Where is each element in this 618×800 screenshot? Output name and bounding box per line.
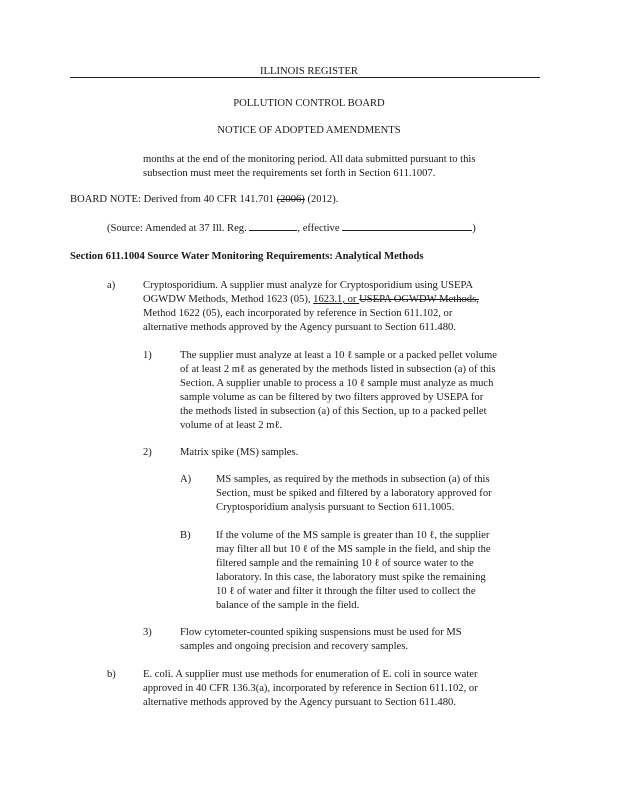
subsection-a-line-1: Cryptosporidium. A supplier must analyze for Cryptosporidium using USEPA [143, 280, 474, 291]
source-mid: , effective [297, 223, 343, 234]
a3-line-2: samples and ongoing precision and recovery samples. [180, 641, 408, 652]
a2A-line-2: Section, must be spiked and filtered by a laboratory approved for [216, 488, 492, 499]
a1-label: 1) [143, 350, 152, 361]
a2A-label: A) [180, 474, 192, 485]
subsection-b-line-1: E. coli. A supplier must use methods for enumeration of E. coli in source water [143, 669, 478, 680]
notice-title: NOTICE OF ADOPTED AMENDMENTS [217, 125, 401, 136]
a-inserted-or: , or [342, 294, 360, 305]
source-suffix: ) [472, 223, 476, 234]
a1-line-2: of at least 2 mℓ as generated by the methods listed in subsection (a) of this [180, 364, 496, 375]
register-title: ILLINOIS REGISTER [260, 66, 358, 77]
a2B-line-2: may filter all but 10 ℓ of the MS sample in the field, and ship the [216, 544, 491, 555]
subsection-b-line-2: approved in 40 CFR 136.3(a), incorporated by reference in Section 611.102, or [143, 683, 478, 694]
continuation-line-2: subsection must meet the requirements set forth in Section 611.1007. [143, 168, 436, 179]
a1-line-4: sample volume as can be filtered by two filters approved by USEPA for [180, 392, 484, 403]
a2B-line-6: balance of the sample in the field. [216, 600, 360, 611]
a2A-line-3: Cryptosporidium analysis pursuant to Section 611.1005. [216, 502, 455, 513]
subsection-a-line-2 [143, 293, 479, 306]
board-note [70, 193, 338, 206]
subsection-b-line-3: alternative methods approved by the Agency pursuant to Section 611.480. [143, 697, 456, 708]
board-title: POLLUTION CONTROL BOARD [233, 98, 385, 109]
subsection-a-line-4: alternative methods approved by the Agency pursuant to Section 611.480. [143, 322, 456, 333]
section-heading: Section 611.1004 Source Water Monitoring Requirements: Analytical Methods [70, 251, 424, 262]
a2-line-1: Matrix spike (MS) samples. [180, 447, 299, 458]
source-prefix: (Source: Amended at 37 Ill. Reg. [107, 223, 250, 234]
a2B-line-1: If the volume of the MS sample is greater than 10 ℓ, the supplier [216, 530, 490, 541]
source-effective-blank [342, 221, 472, 231]
header-rule [70, 77, 540, 78]
board-note-prefix: BOARD NOTE: Derived from 40 CFR 141.701 [70, 194, 277, 205]
subsection-a-label: a) [107, 280, 116, 291]
a-line-2-text: OGWDW Methods, Method 1623 (05), [143, 294, 314, 305]
a1-line-6: volume of at least 2 mℓ. [180, 420, 283, 431]
continuation-line-1: months at the end of the monitoring period. All data submitted pursuant to this [143, 154, 476, 165]
a1-line-5: the methods listed in subsection (a) of this Section, up to a packed pellet [180, 406, 487, 417]
a2B-line-4: laboratory. In this case, the laboratory must spike the remaining [216, 572, 486, 583]
a3-label: 3) [143, 627, 152, 638]
a2B-label: B) [180, 530, 191, 541]
board-note-suffix: (2012). [304, 194, 339, 205]
board-note-struck-year: (2006) [276, 194, 305, 205]
subsection-b-label: b) [107, 669, 116, 680]
a2-label: 2) [143, 447, 152, 458]
a2B-line-5: 10 ℓ of water and filter it through the filter used to collect the [216, 586, 476, 597]
a1-line-3: Section. A supplier unable to process a 10 ℓ sample must analyze as much [180, 378, 494, 389]
source-reg-blank [249, 221, 297, 231]
a2A-line-1: MS samples, as required by the methods in subsection (a) of this [216, 474, 490, 485]
a1-line-1: The supplier must analyze at least a 10 ℓ sample or a packed pellet volume [180, 350, 497, 361]
a3-line-1: Flow cytometer-counted spiking suspensions must be used for MS [180, 627, 462, 638]
source-note [107, 221, 476, 235]
subsection-a-line-3: Method 1622 (05), each incorporated by reference in Section 611.102, or [143, 308, 453, 319]
a-inserted-method: 1623.1 [313, 294, 343, 305]
a2B-line-3: filtered sample and the remaining 10 ℓ of source water to the [216, 558, 474, 569]
a-struck-text: USEPA OGWDW Methods, [359, 294, 479, 305]
